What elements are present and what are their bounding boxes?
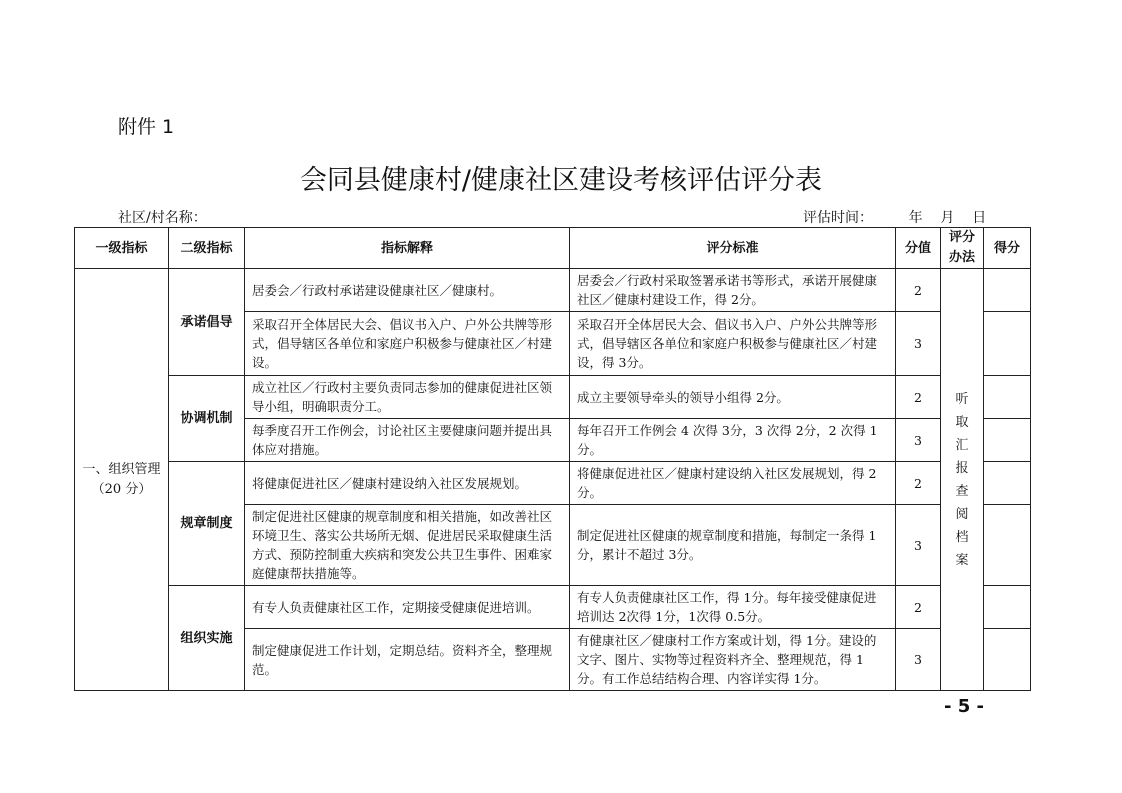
explanation-cell: 每季度召开工作例会，讨论社区主要健康问题并提出具体应对措施。	[245, 419, 570, 462]
explanation-cell: 居委会／行政村承诺建设健康社区／健康村。	[245, 269, 570, 312]
attachment-label: 附件 1	[118, 116, 175, 138]
score-input-cell[interactable]	[984, 629, 1031, 691]
score-input-cell[interactable]	[984, 419, 1031, 462]
page-number: - 5 -	[944, 696, 984, 717]
explanation-cell: 制定促进社区健康的规章制度和相关措施，如改善社区环境卫生、落实公共场所无烟、促进居民采取健康生活方式、预防控制重大疾病和突发公共卫生事件、困难家庭健康帮扶措施等。	[245, 505, 570, 586]
criteria-cell: 每年召开工作例会 4 次得 3分，3 次得 2分，2 次得 1分。	[570, 419, 896, 462]
table-row	[75, 269, 1031, 312]
header-level1: 一级指标	[75, 228, 169, 269]
table-row	[75, 376, 1031, 419]
explanation-cell: 有专人负责健康社区工作，定期接受健康促进培训。	[245, 586, 570, 629]
points-cell: 2	[896, 586, 941, 629]
criteria-cell: 制定促进社区健康的规章制度和措施，每制定一条得 1分，累计不超过 3分。	[570, 505, 896, 586]
points-cell: 3	[896, 629, 941, 691]
score-input-cell[interactable]	[984, 462, 1031, 505]
explanation-cell: 采取召开全体居民大会、倡议书入户、户外公共牌等形式，倡导辖区各单位和家庭户积极参与健康社区／村建设。	[245, 312, 570, 376]
community-name-label: 社区/村名称：	[118, 210, 207, 226]
table-row	[75, 462, 1031, 505]
header-score: 得分	[984, 228, 1031, 269]
level2-cell: 协调机制	[169, 376, 245, 462]
explanation-cell: 制定健康促进工作计划，定期总结。资料齐全，整理规范。	[245, 629, 570, 691]
level1-points: （20 分）	[91, 481, 152, 497]
score-input-cell[interactable]	[984, 312, 1031, 376]
points-cell: 3	[896, 419, 941, 462]
assessment-date-label: 评估时间： 年 月 日	[803, 210, 987, 226]
criteria-cell: 采取召开全体居民大会、倡议书入户、户外公共牌等形式，倡导辖区各单位和家庭户积极参与健康社区／村建设，得 3分。	[570, 312, 896, 376]
score-input-cell[interactable]	[984, 376, 1031, 419]
criteria-cell: 有健康社区／健康村工作方案或计划，得 1分。建设的文字、图片、实物等过程资料齐全、整理规范，得 1分。有工作总结结构合理、内容详实得 1分。	[570, 629, 896, 691]
level1-name: 一、组织管理	[82, 461, 161, 477]
level2-cell: 承诺倡导	[169, 269, 245, 376]
points-cell: 2	[896, 376, 941, 419]
level2-cell: 组织实施	[169, 586, 245, 691]
score-input-cell[interactable]	[984, 269, 1031, 312]
points-cell: 2	[896, 462, 941, 505]
table-row	[75, 586, 1031, 629]
points-cell: 3	[896, 505, 941, 586]
page-title: 会同县健康村/健康社区建设考核评估评分表	[299, 165, 823, 196]
table-header-row	[75, 228, 1031, 269]
level2-cell: 规章制度	[169, 462, 245, 586]
header-explanation: 指标解释	[245, 228, 570, 269]
score-input-cell[interactable]	[984, 505, 1031, 586]
criteria-cell: 有专人负责健康社区工作，得 1分。每年接受健康促进培训达 2次得 1分，1次得 0.5分。	[570, 586, 896, 629]
scoring-table	[74, 227, 1031, 691]
header-level2: 二级指标	[169, 228, 245, 269]
criteria-cell: 成立主要领导牵头的领导小组得 2分。	[570, 376, 896, 419]
criteria-cell: 将健康促进社区／健康村建设纳入社区发展规划，得 2分。	[570, 462, 896, 505]
header-criteria: 评分标准	[570, 228, 896, 269]
level1-cell	[75, 269, 169, 691]
header-points: 分值	[896, 228, 941, 269]
score-input-cell[interactable]	[984, 586, 1031, 629]
criteria-cell: 居委会／行政村采取签署承诺书等形式，承诺开展健康社区／健康村建设工作，得 2分。	[570, 269, 896, 312]
points-cell: 3	[896, 312, 941, 376]
points-cell: 2	[896, 269, 941, 312]
explanation-cell: 将健康促进社区／健康村建设纳入社区发展规划。	[245, 462, 570, 505]
explanation-cell: 成立社区／行政村主要负责同志参加的健康促进社区领导小组，明确职责分工。	[245, 376, 570, 419]
header-method: 评分办法	[941, 228, 984, 269]
method-cell: 听 取 汇 报 查 阅 档 案	[941, 269, 984, 691]
